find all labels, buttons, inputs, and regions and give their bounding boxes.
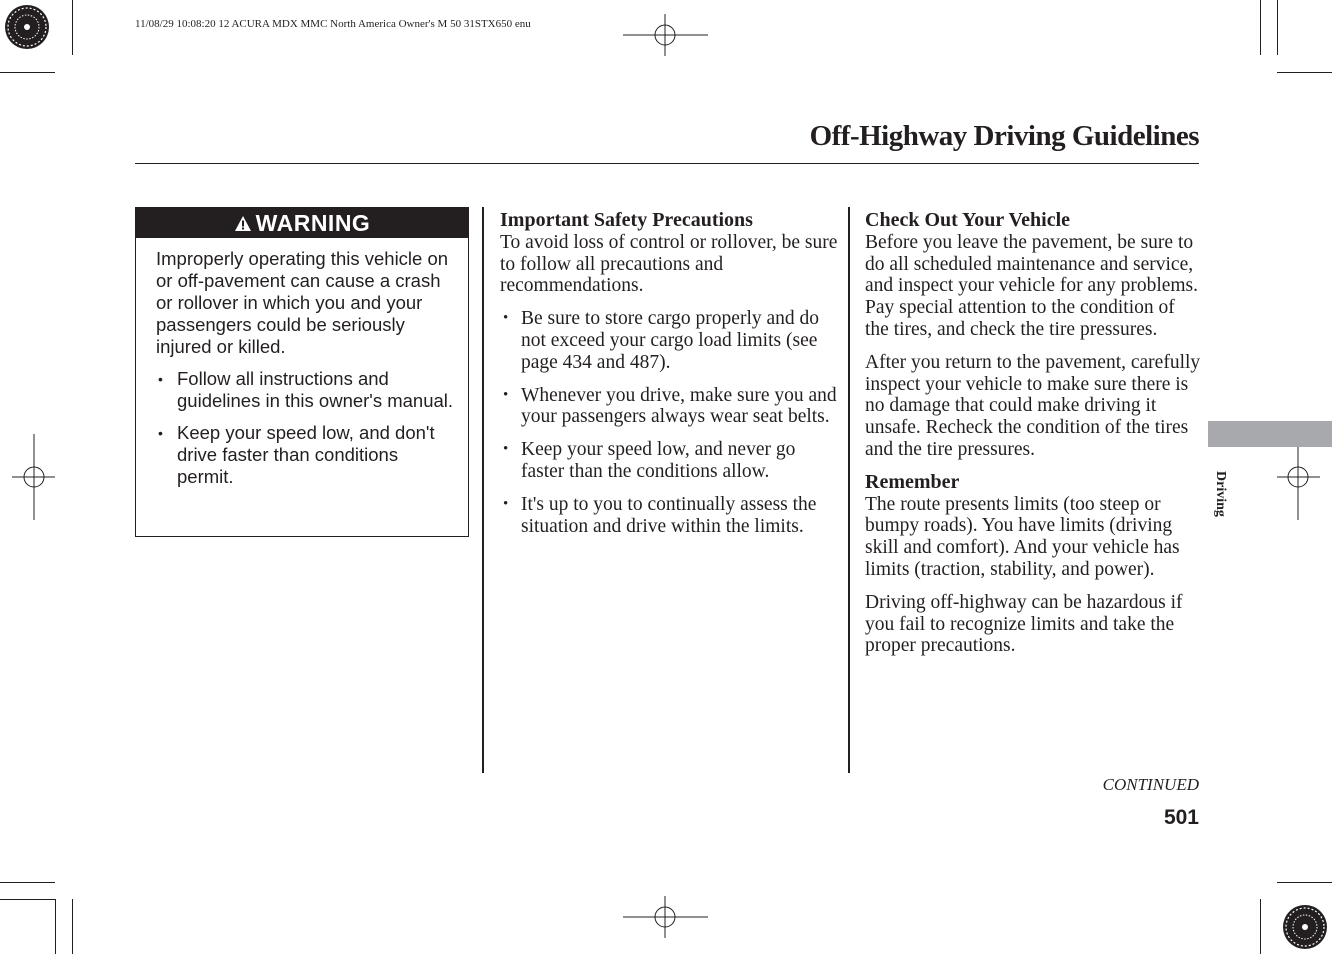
warning-label: WARNING [255, 209, 371, 236]
remember-heading: Remember [865, 470, 960, 493]
check-out-heading: Check Out Your Vehicle [865, 209, 1071, 231]
remember-paragraph: Driving off-highway can be hazardous if you fail to recognize limits and take the proper precautions. [865, 591, 1183, 657]
crosshair-icon [623, 896, 708, 938]
warning-triangle-icon [234, 215, 252, 232]
warning-bullets [156, 368, 454, 488]
column-divider [482, 207, 484, 773]
title-rule [135, 163, 1199, 164]
registration-star-icon [1283, 905, 1327, 949]
warning-body [136, 238, 468, 488]
page-number: 501 [1163, 806, 1199, 829]
continued-label: CONTINUED [1102, 775, 1199, 794]
warning-intro: Improperly operating this vehicle on or off-pavement can cause a crash or rollover in which you and your passengers could be seriously injured or killed. [156, 248, 449, 357]
registration-star-icon [5, 5, 49, 49]
crosshair-icon [623, 14, 708, 56]
section-tab [1208, 421, 1332, 447]
precautions-section [500, 210, 840, 548]
precautions-heading: Important Safety Precautions [500, 209, 753, 231]
precaution-item: • Be sure to store cargo properly and do not exceed your cargo load limits (see page 434 and 487). [500, 308, 840, 373]
precautions-intro: To avoid loss of control or rollover, be sure to follow all precautions and recommendations. [500, 231, 838, 297]
print-info: 11/08/29 10:08:20 12 ACURA MDX MMC North America Owner's M 50 31STX650 enu [135, 18, 531, 30]
warning-bullet: • Keep your speed low, and don't drive faster than conditions permit. [156, 422, 454, 488]
remember-paragraph: The route presents limits (too steep or bumpy roads). You have limits (driving skill and comfort). And your vehicle has limits (traction, stability, and power). [865, 493, 1180, 580]
section-tab-label: Driving [1213, 471, 1228, 517]
crosshair-icon [12, 434, 55, 520]
warning-bullet: • Follow all instructions and guidelines in this owner's manual. [156, 368, 454, 412]
page-title: Off-Highway Driving Guidelines [809, 120, 1199, 152]
warning-header [136, 208, 468, 238]
vehicle-check-section [865, 210, 1201, 668]
precaution-item: • It's up to you to continually assess the situation and drive within the limits. [500, 494, 840, 538]
precautions-bullets [500, 308, 840, 537]
check-out-paragraph: Before you leave the pavement, be sure to do all scheduled maintenance and service, and inspect your vehicle for any problems. Pay special attention to the condition of the tires, and check the tire pressures. [865, 231, 1199, 340]
precaution-item: • Keep your speed low, and never go faster than the conditions allow. [500, 439, 840, 483]
precaution-item: • Whenever you drive, make sure you and your passengers always wear seat belts. [500, 385, 840, 429]
warning-box [135, 207, 469, 537]
column-divider [848, 207, 850, 773]
check-out-paragraph: After you return to the pavement, carefully inspect your vehicle to make sure there is no damage that could make driving it unsafe. Recheck the condition of the tires and the tire pressures. [865, 351, 1201, 460]
